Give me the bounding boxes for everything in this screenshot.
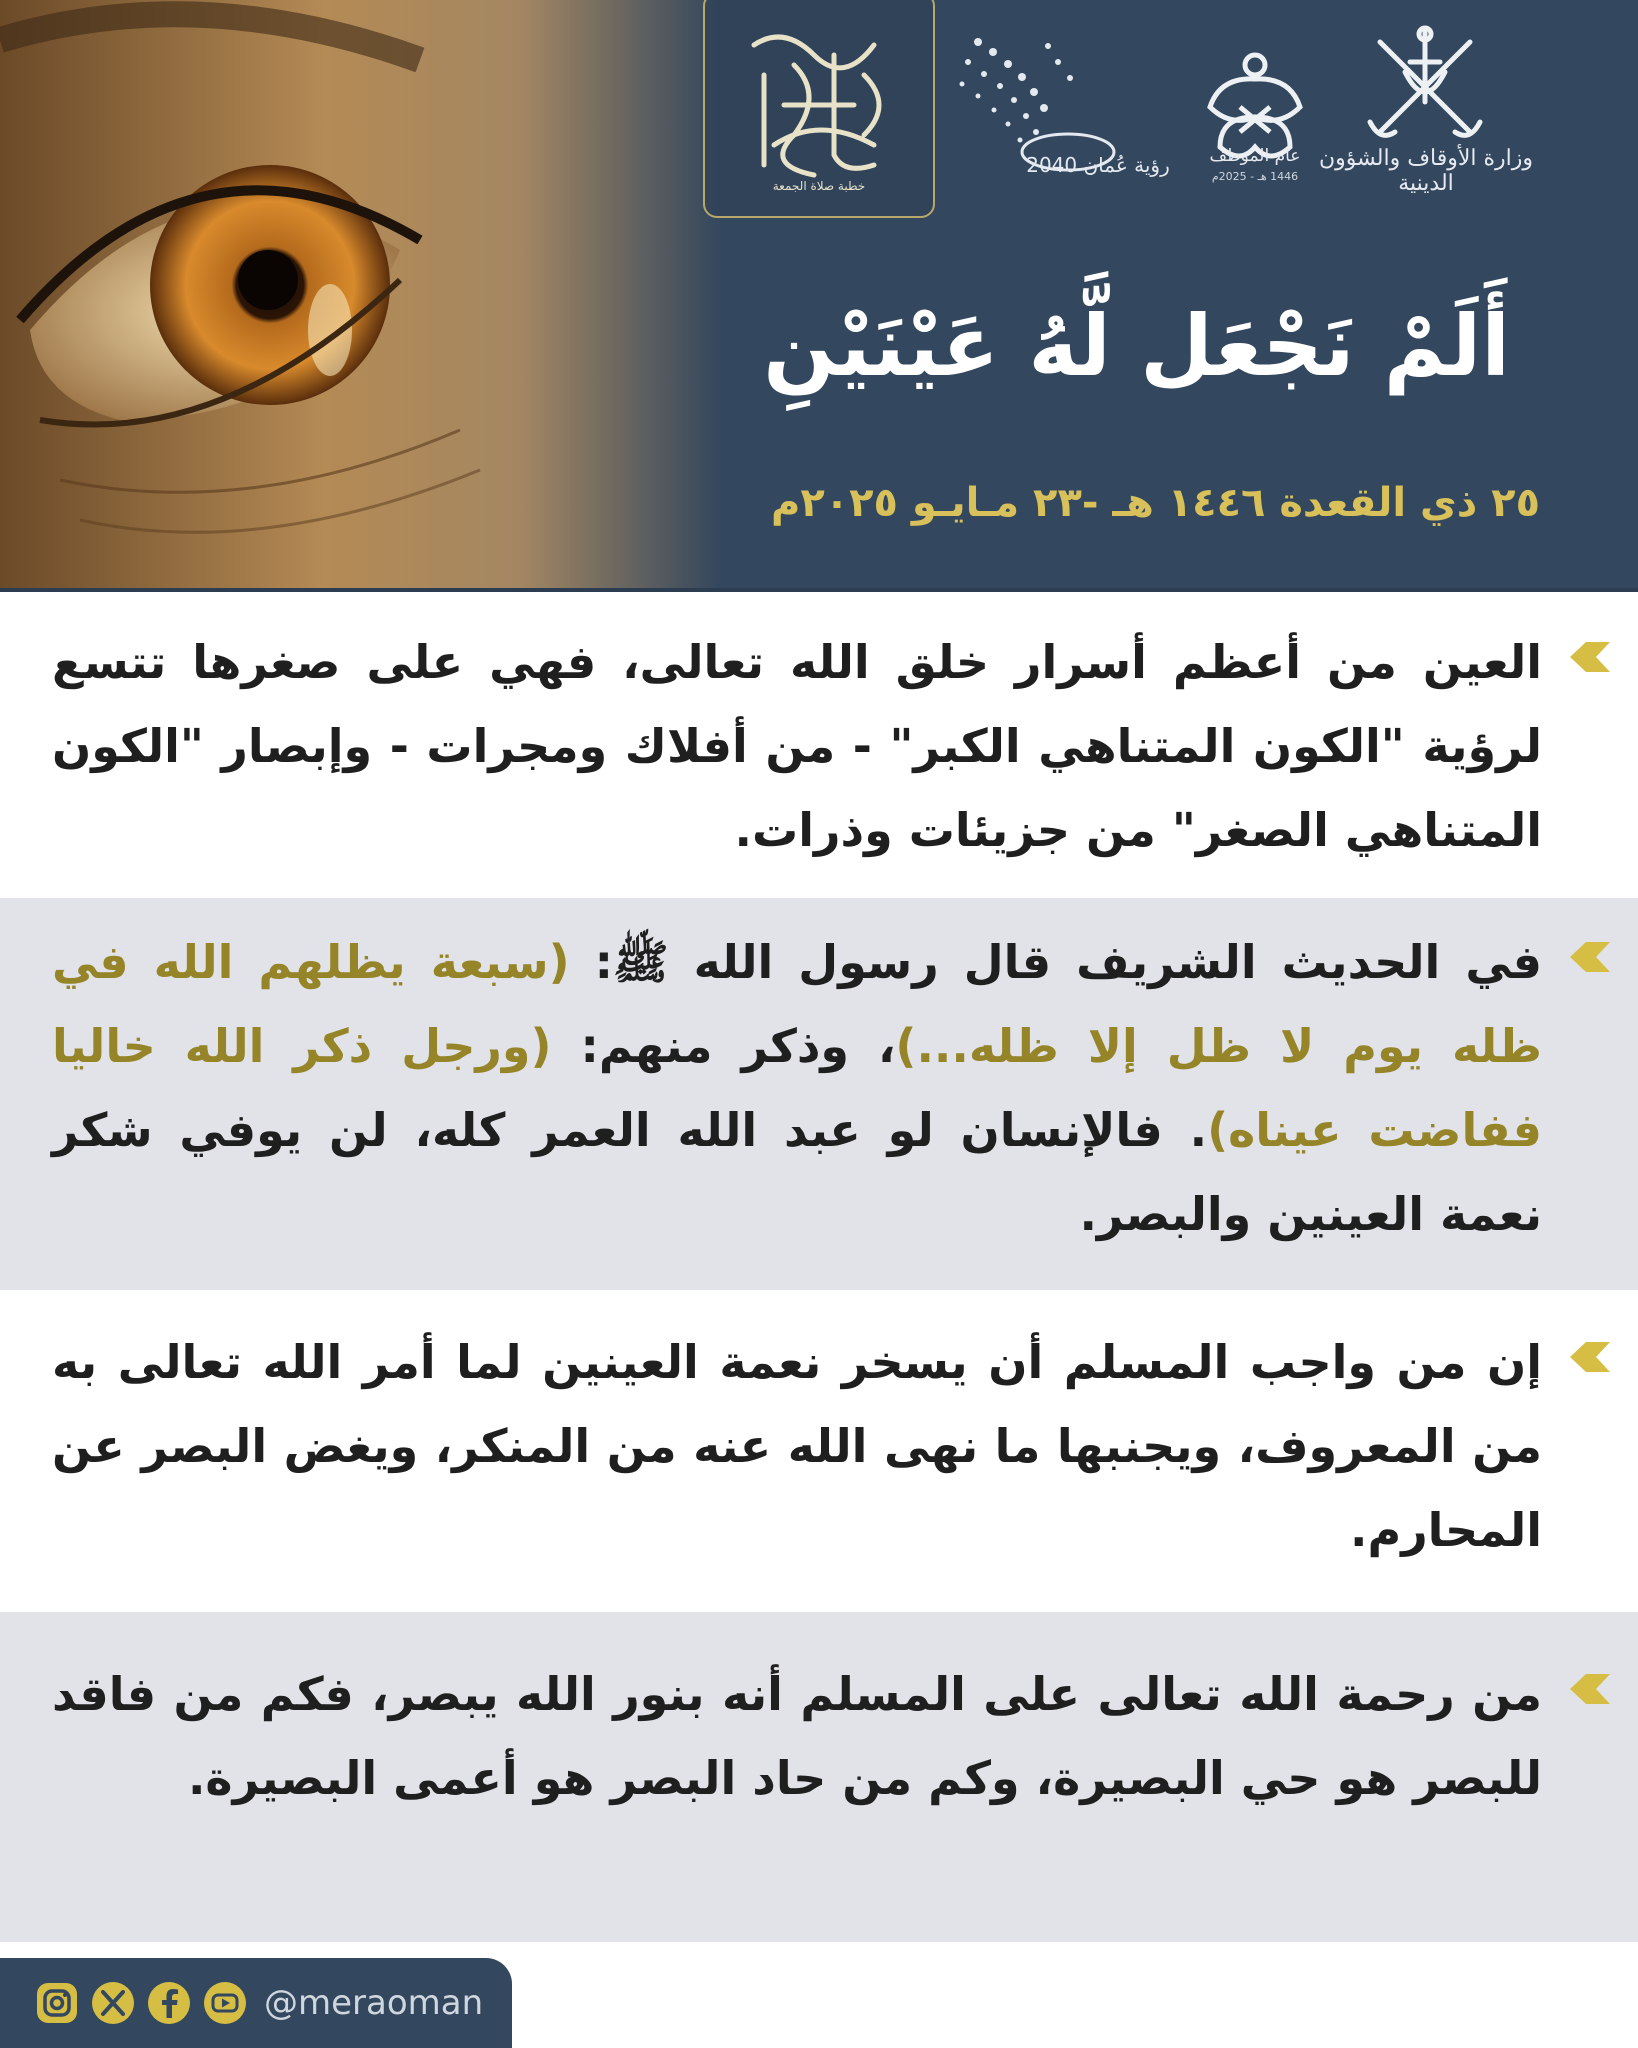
paragraph-2-middle: ، وذكر منهم: [551, 1019, 896, 1073]
hadith-quote-2: (ورجل ذكر الله خاليا ففاضت عيناه) [52, 1019, 1542, 1157]
section-4 [0, 1612, 1638, 1942]
ministry-name: وزارة الأوقاف والشؤون الدينية [1318, 146, 1534, 196]
social-handle[interactable]: @meraoman [264, 1983, 484, 2023]
chevron-bullet-icon [1568, 1674, 1610, 1704]
page-title: أَلَمْ نَجْعَل لَّهُ عَيْنَيْنِ [763, 297, 1510, 395]
facebook-icon[interactable] [146, 1980, 192, 2026]
vision-2040-logo [948, 22, 1170, 192]
paragraph-2-outro: . فالإنسان لو عبد الله العمر كله، لن يوفي شكر نعمة العينين والبصر. [52, 1103, 1542, 1241]
paragraph-3: إن من واجب المسلم أن يسخر نعمة العينين لما أمر الله تعالى به من المعروف، ويجنبها ما نهى الله عنه من المنكر، ويغض البصر عن المحارم. [52, 1335, 1542, 1557]
sermon-date: ٢٥ ذي القعدة ١٤٤٦ هـ -٢٣ مـايـو ٢٠٢٥م [770, 480, 1540, 526]
ministry-emblem [1350, 22, 1500, 152]
svg-text:خطبة صلاة الجمعة: خطبة صلاة الجمعة [772, 179, 866, 193]
instagram-icon[interactable] [34, 1980, 80, 2026]
paragraph-2 [52, 920, 1542, 1256]
section-3 [0, 1290, 1638, 1610]
chevron-bullet-icon [1568, 942, 1610, 972]
section-2 [0, 898, 1638, 1290]
svg-text:رؤية عُمان 2040: رؤية عُمان 2040 [1026, 153, 1170, 177]
section-1 [0, 598, 1638, 898]
x-icon[interactable] [90, 1980, 136, 2026]
chevron-bullet-icon [1568, 1342, 1610, 1372]
paragraph-1: العين من أعظم أسرار خلق الله تعالى، فهي على صغرها تتسع لرؤية "الكون المتناهي الكبر" - من أفلاك ومجرات - وإبصار "الكون المتناهي الصغر" من جزيئات وذرات. [52, 635, 1542, 857]
paragraph-2-intro: في الحديث الشريف قال رسول الله ﷺ: [569, 935, 1542, 989]
social-footer [0, 1958, 512, 2048]
paragraph-4: من رحمة الله تعالى على المسلم أنه بنور الله يبصر، فكم من فاقد للبصر هو حي البصيرة، وكم من حاد البصر هو أعمى البصيرة. [52, 1667, 1542, 1805]
employee-year-sub: 1446 هـ - 2025م [1211, 170, 1299, 183]
employee-year-label: عام الموظف [1209, 146, 1301, 166]
friday-sermon-logo [703, 0, 935, 218]
chevron-bullet-icon [1568, 642, 1610, 672]
header-banner [0, 0, 1638, 592]
youtube-icon[interactable] [202, 1980, 248, 2026]
hadith-quote-1: (سبعة يظلهم الله في ظله يوم لا ظل إلا ظله...) [52, 935, 1542, 1073]
eye-photo [0, 0, 720, 592]
header-divider [0, 588, 1638, 592]
